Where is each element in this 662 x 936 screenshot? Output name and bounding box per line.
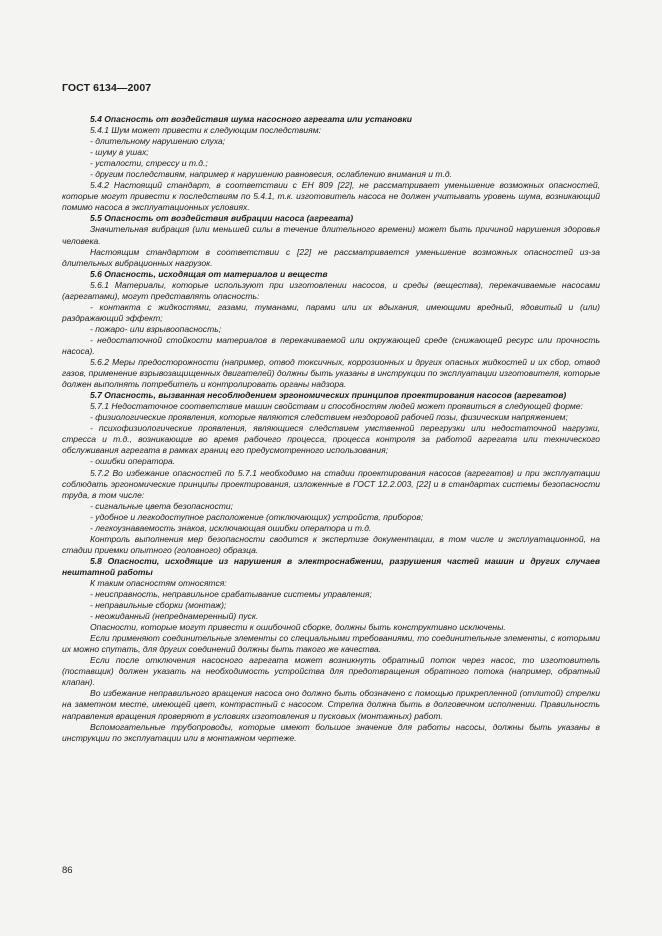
paragraph: - неправильные сборки (монтаж);: [90, 600, 227, 611]
paragraph: - неисправность, неправильное срабатывание системы управления;: [90, 589, 372, 600]
paragraph: - другим последствиям, например к нарушению равновесия, ослаблению внимания и т.д.: [90, 169, 452, 180]
paragraph: 5.4.2 Настоящий стандарт, в соответствии с ЕН 809 [22], не рассматривает уменьшение возможных опасностей, которые могут привести к последствиям по 5.4.1, т.к. изготовитель насоса не должен учитывать уровень шума, возникающий помимо насоса в эксплуатационных условиях.: [62, 180, 600, 213]
paragraph: Контроль выполнения мер безопасности сводится к экспертизе документации, в том числе и эксплуатационной, на стадии приемки опытного (головного) образца.: [62, 533, 600, 555]
document-header: ГОСТ 6134—2007: [62, 82, 152, 94]
paragraph: Вспомогательные трубопроводы, которые имеют большое значение для работы насосы, должны быть указаны в инструкции по эксплуатации или в монтажном чертеже.: [62, 721, 600, 743]
paragraph: - длительному нарушению слуха;: [90, 136, 226, 147]
paragraph: - психофизиологические проявления, являющиеся следствием умственной перегрузки или недостаточной нагрузки, стресса и т.д., возникающие во время рабочего процесса, процесса контроля за работой агрегата или технического обслуживания агрегата в рамках границ его предусмотренного использования;: [62, 423, 600, 456]
paragraph: 5.4.1 Шум может привести к следующим последствиям:: [90, 125, 321, 136]
paragraph: - физиологические проявления, которые являются следствием нездоровой рабочей позы, физическим напряжением;: [90, 412, 568, 423]
paragraph: - неожиданный (непреднамеренный) пуск.: [90, 611, 259, 622]
section-heading: 5.4 Опасность от воздействия шума насосного агрегата или установки: [90, 114, 412, 124]
section-heading: 5.8 Опасности, исходящие из нарушения в электроснабжении, разрушения частей машин и других случаев нештатной работы: [62, 555, 600, 577]
paragraph: Если применяют соединительные элементы со специальными требованиями, то соединительные элементы, с которыми их можно спутать, для других соединений должны быть такого же качества.: [62, 633, 600, 655]
paragraph: - ошибки оператора.: [90, 456, 176, 467]
paragraph: Значительная вибрация (или меньшей силы в течение длительного времени) может быть причиной нарушения здоровья человека.: [62, 224, 600, 246]
paragraph: - пожаро- или взрывоопасность;: [90, 323, 222, 334]
paragraph: - удобное и легкодоступное расположение (отключающих) устройств, приборов;: [90, 511, 424, 522]
body-text: [62, 114, 600, 744]
paragraph: - сигнальные цвета безопасности;: [90, 500, 234, 511]
section-heading: 5.7 Опасность, вызванная несоблюдением эргономических принципов проектирования насосов (агрегатов): [90, 390, 567, 401]
page-number: 86: [62, 865, 73, 876]
paragraph: - шуму в ушах;: [90, 147, 149, 158]
paragraph: - легкоузнаваемость знаков, исключающая ошибки оператора и т.д.: [90, 522, 372, 533]
paragraph: 5.7.2 Во избежание опасностей по 5.7.1 необходимо на стадии проектирования насосов (агрегатов) и при эксплуатации соблюдать эргономические принципы проектирования, изложенные в ГОСТ 12.2.003, [22] и в стандартах системы безопасности труда, в том числе:: [62, 467, 600, 500]
paragraph: Настоящим стандартом в соответствии с [22] не рассматривается уменьшение возможных опасностей из-за длительных вибрационных нагрузок.: [62, 246, 600, 268]
paragraph: Если после отключения насосного агрегата может возникнуть обратный поток через насос, то изготовитель (поставщик) должен указать на необходимость устройства для предотвращения обратного потока (например, обратный клапан).: [62, 655, 600, 688]
paragraph: - недостаточной стойкости материалов в перекачиваемой или окружающей среде (снижающей ресурс или прочность насоса).: [62, 334, 600, 356]
paragraph: К таким опасностям относятся:: [90, 577, 227, 588]
paragraph: 5.6.2 Меры предосторожности (например, отвод токсичных, коррозионных и других опасных жидкостей и их сбор, отвод газов, применение взрывозащищенных двигателей) должны быть указаны в инструкции по эксплуатации изготовителя, которые должен выполнять потребитель и контролировать органы надзора.: [62, 357, 600, 390]
paragraph: Опасности, которые могут привести к ошибочной сборке, должны быть конструктивно исключены.: [90, 622, 506, 633]
section-heading: 5.5 Опасность от воздействия вибрации насоса (агрегата): [90, 213, 354, 224]
paragraph: - усталости, стрессу и т.д.;: [90, 158, 208, 169]
paragraph: Во избежание неправильного вращения насоса оно должно быть обозначено с помощью прикрепленной (отлитой) стрелки на заметном месте, имеющей цвет, контрастный с насосом. Стрелка должна быть в долговечном исполнении. Правильность направления вращения проверяют в условиях изготовления и пусковых (монтажных) работ.: [62, 688, 600, 721]
paragraph: - контакта с жидкостями, газами, туманами, парами или их вдыхания, имеющими вредный, ядовитый и (или) раздражающий эффект;: [62, 301, 600, 323]
paragraph: 5.6.1 Материалы, которые используют при изготовлении насосов, и среды (вещества), перекачиваемые насосами (агрегатами), могут представлять опасность:: [62, 279, 600, 301]
paragraph: 5.7.1 Недостаточное соответствие машин свойствам и способностям людей может проявиться в следующей форме:: [90, 401, 583, 412]
section-heading: 5.6 Опасность, исходящая от материалов и веществ: [90, 268, 328, 279]
